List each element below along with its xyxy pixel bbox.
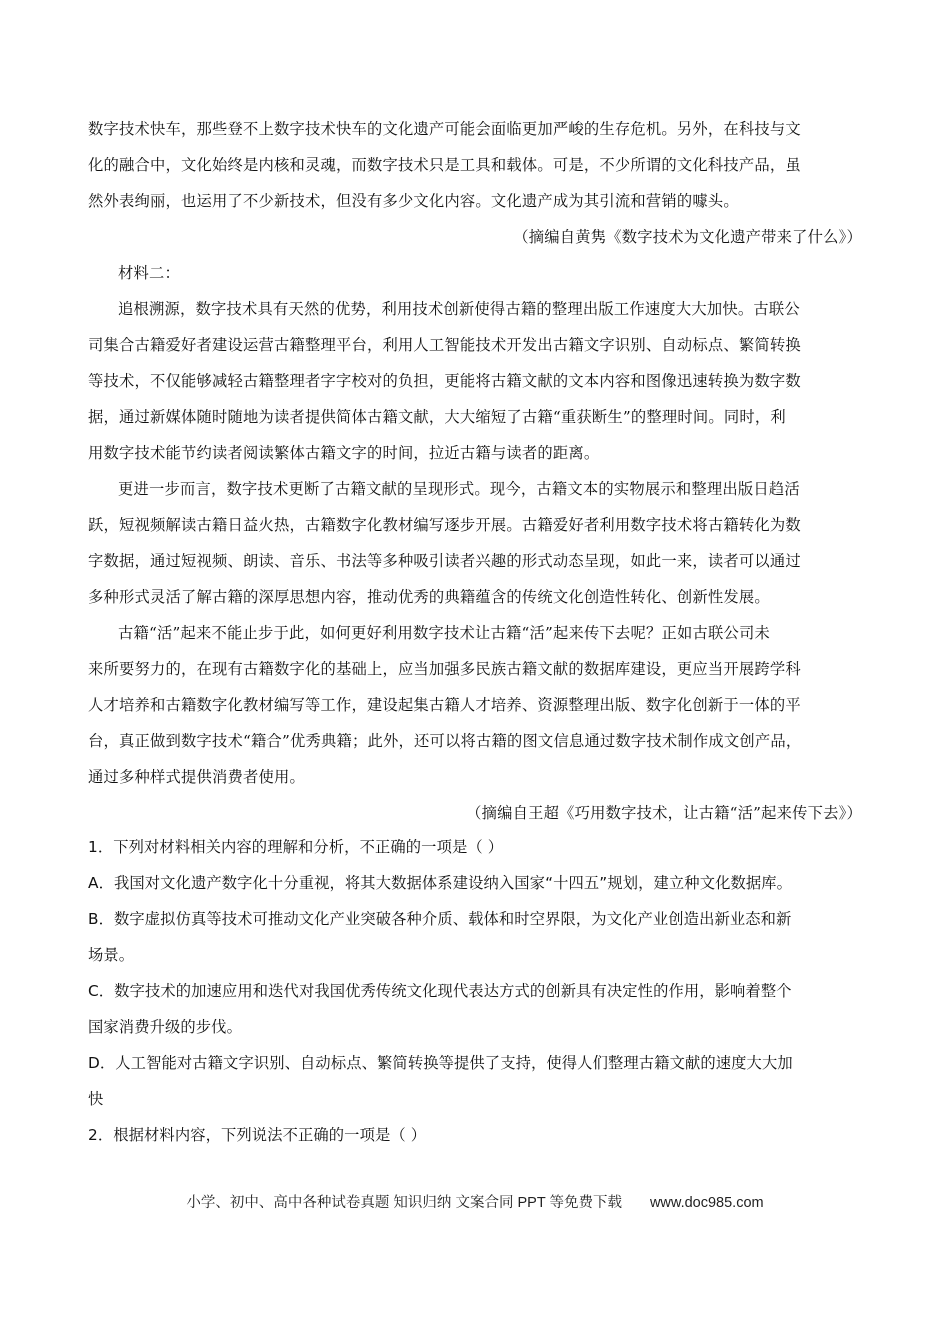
paragraph-line: 据，通过新媒体随时随地为读者提供简体古籍文献，大大缩短了古籍“重获断生”的整理时间。同时，利 [88,408,786,426]
question-one-stem: 1．下列对材料相关内容的理解和分析，不正确的一项是（ ） [88,838,504,856]
footer-promo-text: 小学、初中、高中各种试卷真题 知识归纳 文案合同 PPT 等免费下载 [186,1195,622,1211]
option-b-line-2: 场景。 [88,946,135,964]
option-a: A．我国对文化遗产数字化十分重视，将其大数据体系建设纳入国家“十四五”规划，建立种文化数据库。 [88,874,793,892]
material-one-line-2: 化的融合中，文化始终是内核和灵魂，而数字技术只是工具和载体。可是，不少所谓的文化科技产品，虽 [88,156,801,174]
paragraph-line: 用数字技术能节约读者阅读繁体古籍文字的时间，拉近古籍与读者的距离。 [88,444,600,462]
paragraph-line: 来所要努力的，在现有古籍数字化的基础上，应当加强多民族古籍文献的数据库建设，更应当开展跨学科 [88,660,801,678]
material-one-line-1: 数字技术快车，那些登不上数字技术快车的文化遗产可能会面临更加严峻的生存危机。另外，在科技与文 [88,120,801,138]
paragraph-line: 人才培养和古籍数字化教材编写等工作，建设起集古籍人才培养、资源整理出版、数字化创新于一体的平 [88,696,801,714]
paragraph-line: 跃，短视频解读古籍日益火热，古籍数字化教材编写逐步开展。古籍爱好者利用数字技术将古籍转化为数 [88,516,801,534]
paragraph-line: 字数据，通过短视频、朗读、音乐、书法等多种吸引读者兴趣的形式动态呈现，如此一来，读者可以通过 [88,552,801,570]
option-c-line-1: C．数字技术的加速应用和迭代对我国优秀传统文化现代表达方式的创新具有决定性的作用，影响着整个 [88,982,792,1000]
option-d-line-1: D．人工智能对古籍文字识别、自动标点、繁简转换等提供了支持，使得人们整理古籍文献的速度大大加 [88,1054,793,1072]
source-citation-two: （摘编自王超《巧用数字技术，让古籍“活”起来传下去》） [466,804,862,822]
paragraph-line: 追根溯源，数字技术具有天然的优势，利用技术创新使得古籍的整理出版工作速度大大加快。古联公 [118,300,800,318]
paragraph-line: 通过多种样式提供消费者使用。 [88,768,305,786]
paragraph-line: 司集合古籍爱好者建设运营古籍整理平台，利用人工智能技术开发出古籍文字识别、自动标点、繁简转换 [88,336,801,354]
paragraph-line: 多种形式灵活了解古籍的深厚思想内容，推动优秀的典籍蕴含的传统文化创造性转化、创新性发展。 [88,588,770,606]
source-citation-one: （摘编自黄隽《数字技术为文化遗产带来了什么》） [513,228,862,246]
material-two-heading: 材料二： [118,264,180,282]
question-two-stem: 2．根据材料内容，下列说法不正确的一项是（ ） [88,1126,427,1144]
paragraph-line: 等技术，不仅能够减轻古籍整理者字字校对的负担，更能将古籍文献的文本内容和图像迅速转换为数字数 [88,372,801,390]
paragraph-line: 更进一步而言，数字技术更断了古籍文献的呈现形式。现今，古籍文本的实物展示和整理出版日趋活 [118,480,800,498]
material-one-line-3: 然外表绚丽，也运用了不少新技术，但没有多少文化内容。文化遗产成为其引流和营销的噱头。 [88,192,739,210]
footer-site-link[interactable]: www.doc985.com [649,1195,764,1211]
option-c-line-2: 国家消费升级的步伐。 [88,1018,242,1036]
option-b-line-1: B．数字虚拟仿真等技术可推动文化产业突破各种介质、载体和时空界限，为文化产业创造出新业态和新 [88,910,792,928]
paragraph-line: 台，真正做到数字技术“籍合”优秀典籍；此外，还可以将古籍的图文信息通过数字技术制作成文创产品， [88,732,802,750]
paragraph-line: 古籍“活”起来不能止步于此，如何更好利用数字技术让古籍“活”起来传下去呢？正如古联公司未 [118,624,770,642]
page-footer [0,1191,950,1212]
option-d-line-2: 快 [88,1090,104,1108]
